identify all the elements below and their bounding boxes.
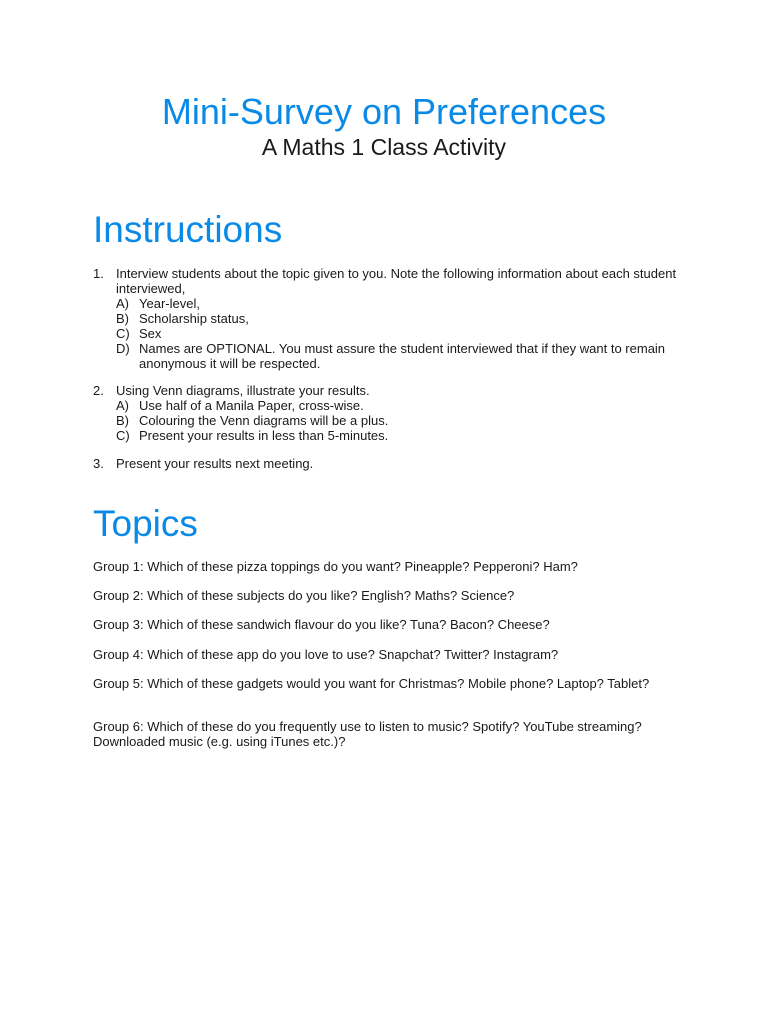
sub-item-letter: A) [116, 296, 129, 311]
topic-group-5: Group 5: Which of these gadgets would you want for Christmas? Mobile phone? Laptop? Tablet? [93, 676, 650, 691]
sub-item-letter: C) [116, 428, 130, 443]
topic-group-2: Group 2: Which of these subjects do you like? English? Maths? Science? [93, 588, 515, 603]
topic-group-3: Group 3: Which of these sandwich flavour do you like? Tuna? Bacon? Cheese? [93, 617, 550, 632]
sub-item [116, 311, 683, 326]
sub-item-letter: D) [116, 341, 130, 356]
sub-item [116, 296, 683, 311]
sub-item-text: Use half of a Manila Paper, cross-wise. [139, 398, 364, 413]
sub-item-letter: B) [116, 413, 129, 428]
instruction-text: Using Venn diagrams, illustrate your results. [116, 383, 370, 398]
topic-group-4: Group 4: Which of these app do you love to use? Snapchat? Twitter? Instagram? [93, 647, 559, 662]
page-title: Mini-Survey on Preferences [161, 91, 607, 132]
instruction-text: Present your results next meeting. [116, 456, 314, 471]
instruction-number: 3. [93, 456, 104, 471]
sub-item-letter: C) [116, 326, 130, 341]
sub-item-text: Year-level, [139, 296, 200, 311]
sub-item-text: Sex [139, 326, 162, 341]
instruction-item-1 [93, 266, 683, 371]
sub-item-text: Colouring the Venn diagrams will be a plus. [139, 413, 389, 428]
instruction-number: 2. [93, 383, 104, 398]
instruction-item-3 [93, 456, 683, 471]
instruction-number: 1. [93, 266, 104, 281]
sub-item [116, 326, 683, 341]
sub-item-text: Scholarship status, [139, 311, 249, 326]
page-subtitle: A Maths 1 Class Activity [261, 134, 507, 160]
topics-heading: Topics [93, 503, 198, 544]
topic-group-6: Group 6: Which of these do you frequently use to listen to music? Spotify? YouTube streaming? Downloaded music (e.g. using iTunes etc.)? [93, 719, 642, 749]
instructions-heading: Instructions [93, 209, 283, 250]
sub-item-letter: A) [116, 398, 129, 413]
sub-item-letter: B) [116, 311, 129, 326]
topic-group-1: Group 1: Which of these pizza toppings do you want? Pineapple? Pepperoni? Ham? [93, 559, 578, 574]
sub-item-text: Names are OPTIONAL. You must assure the student interviewed that if they want to remain anonymous it will be respected. [139, 341, 666, 371]
instruction-item-2 [93, 383, 683, 443]
sub-item [116, 428, 683, 443]
sub-item [116, 413, 683, 428]
instruction-text: Interview students about the topic given to you. Note the following information about each student interviewed, [116, 266, 677, 296]
sub-item [116, 341, 683, 371]
sub-item [116, 398, 683, 413]
sub-item-text: Present your results in less than 5-minutes. [139, 428, 389, 443]
